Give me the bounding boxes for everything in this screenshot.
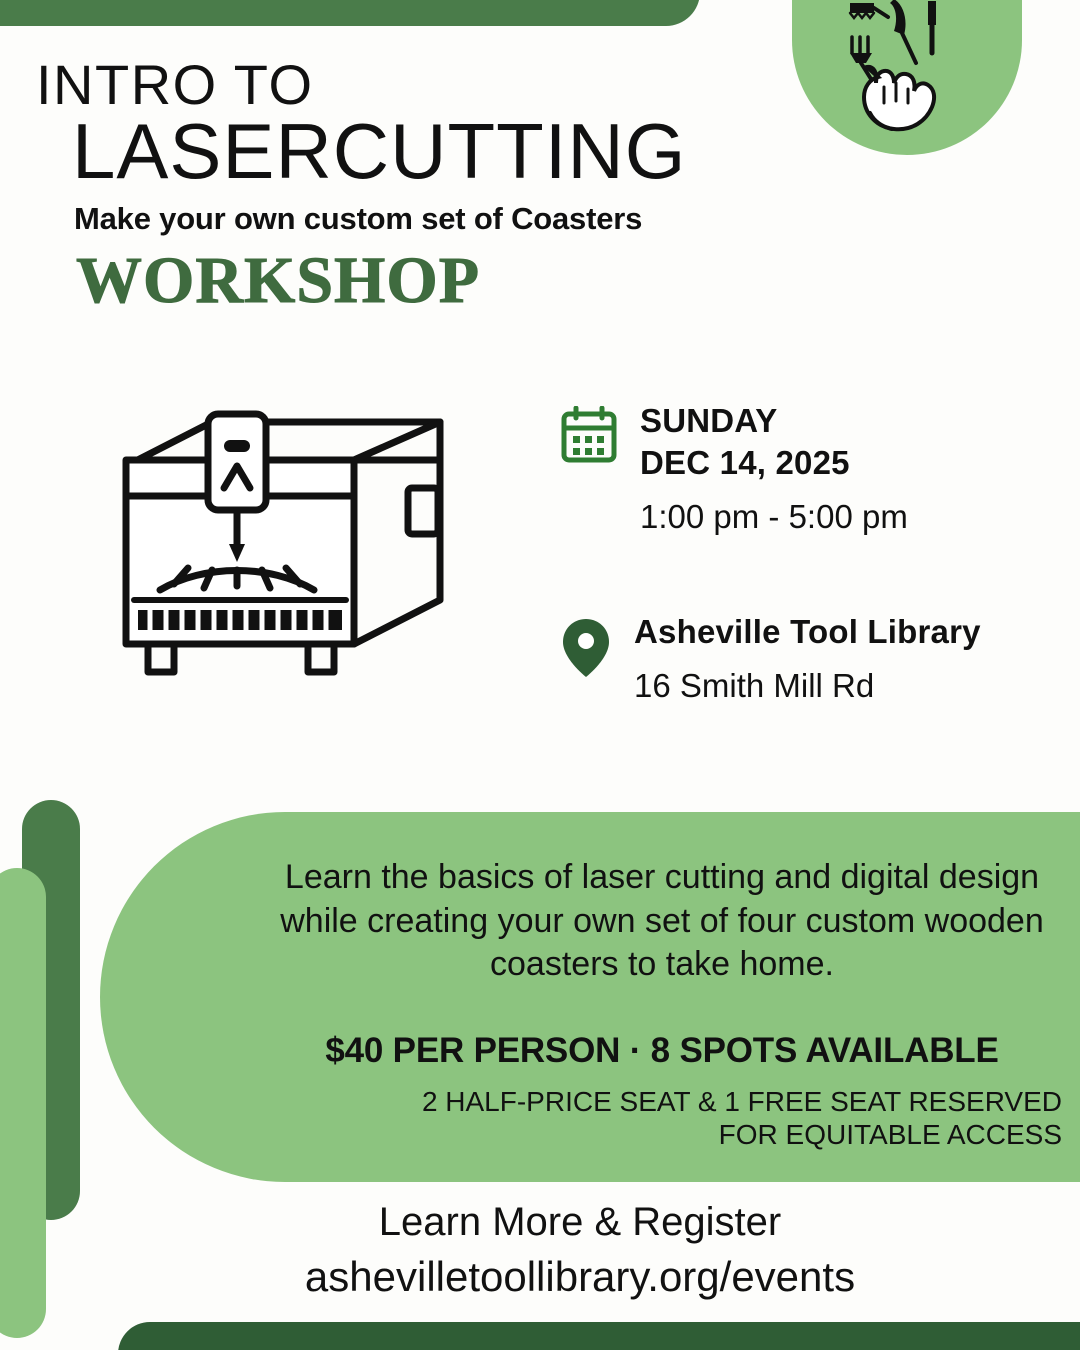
event-details [560,400,1030,707]
body-copy-block [262,856,1062,1151]
equity-line-1: 2 HALF-PRICE SEAT & 1 FREE SEAT RESERVED [421,1085,1062,1117]
logo-badge [792,0,1022,155]
headline-subtitle: Make your own custom set of Coasters [74,200,643,236]
price-line: $40 PER PERSON · 8 SPOTS AVAILABLE [325,1030,999,1070]
date-row [560,400,1030,539]
location-row [560,611,1030,707]
map-pin-icon [560,611,612,684]
headline-block [36,53,796,319]
headline-title: LASERCUTTING [72,106,687,195]
laser-cutter-icon [108,404,458,714]
workshop-description: Learn the basics of laser cutting and digital design while creating your own set of four custom wooden coasters to take home. [280,858,1044,984]
top-green-bar [0,0,700,26]
bottom-green-bar [118,1322,1080,1350]
register-block [200,1198,960,1302]
venue-name: Asheville Tool Library [634,612,981,650]
decorative-stripe-light [0,868,46,1338]
event-date: DEC 14, 2025 [640,444,850,482]
date-text [640,400,908,539]
location-text [634,611,981,707]
event-time: 1:00 pm - 5:00 pm [640,498,908,536]
register-url[interactable]: ashevilletoollibrary.org/events [304,1252,856,1300]
tools-in-hand-logo-icon [832,0,982,141]
event-day: SUNDAY [640,402,778,439]
laser-cutter-illustration [108,404,458,714]
headline-intro: INTRO TO [36,53,314,116]
register-cta: Learn More & Register [378,1200,782,1244]
calendar-icon [560,400,618,469]
headline-workshop: WORKSHOP [76,243,481,317]
equity-line-2: FOR EQUITABLE ACCESS [718,1118,1062,1150]
venue-address: 16 Smith Mill Rd [634,666,875,704]
